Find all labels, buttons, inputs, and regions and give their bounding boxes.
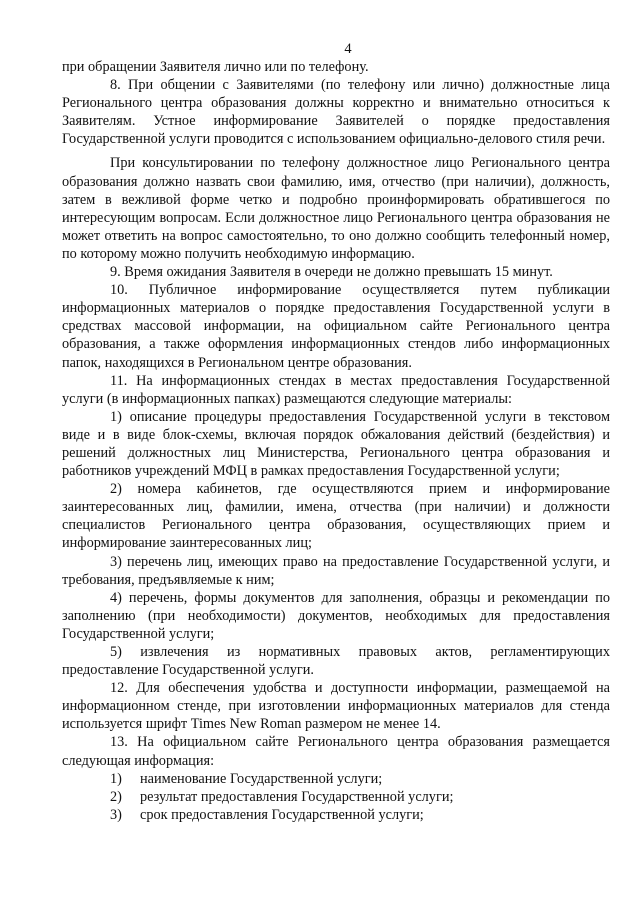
paragraph-10: 10. Публичное информирование осуществляется путем публикации информационных материалов о порядке предоставления Государственной услуги в средствах массовой информации, на официальном сайте Регионального центра образования, а также оформления информационных стендов либо информационных папок, находящихся в Региональном центре образования. [62, 282, 610, 371]
paragraph-11-item-5: 5) извлечения из нормативных правовых актов, регламентирующих предоставление Государственной услуги. [62, 644, 610, 679]
list-item-number: 1) [110, 770, 122, 787]
list-item-text: наименование Государственной услуги; [140, 770, 383, 787]
list-13 [62, 770, 610, 824]
paragraph-11-item-3: 3) перечень лиц, имеющих право на предоставление Государственной услуги, и требования, предъявляемые к ним; [62, 553, 610, 588]
paragraph-13: 13. На официальном сайте Регионального центра образования размещается следующая информация: [62, 734, 610, 769]
list-item-number: 2) [110, 788, 122, 805]
paragraph-8: 8. При общении с Заявителями (по телефону или лично) должностные лица Регионального центра образования должны корректно и внимательно относиться к Заявителям. Устное информирование Заявителей о порядке предоставления Государственной услуги проводится с использованием официально-делового стиля речи. [62, 77, 610, 148]
paragraph-11-item-2: 2) номера кабинетов, где осуществляются прием и информирование заинтересованных лиц, фамилии, имена, отчества (при наличии) и должности специалистов Регионального центра образования, осуществляющих прием и информирование заинтересованных лиц; [62, 481, 610, 552]
paragraph-8-phone: При консультировании по телефону должностное лицо Регионального центра образования должно назвать свои фамилию, имя, отчество (при наличии), должность, затем в вежливой форме четко и подробно проинформировать обратившегося по интересующим вопросам. Если должностное лицо Регионального центра образования не может ответить на вопрос самостоятельно, то оно должно сообщить телефонный номер, по которому можно получить необходимую информацию. [62, 155, 610, 262]
paragraph-11: 11. На информационных стендах в местах предоставления Государственной услуги (в информационных папках) размещаются следующие материалы: [62, 372, 610, 407]
list-item-text: результат предоставления Государственной услуги; [140, 788, 454, 805]
paragraph-9: 9. Время ожидания Заявителя в очереди не должно превышать 15 минут. [110, 264, 553, 281]
paragraph-11-item-4: 4) перечень, формы документов для заполнения, образцы и рекомендации по заполнению (при необходимости) документов, необходимых для предоставления Государственной услуги; [62, 589, 610, 642]
document-page [62, 40, 610, 824]
list-item [62, 806, 610, 824]
list-item-number: 3) [110, 806, 122, 823]
paragraph-11-item-1: 1) описание процедуры предоставления Государственной услуги в текстовом виде и в виде блок-схемы, включая порядок обжалования действий (бездействия) и решений должностных лиц Министерства, Регионального центра образования и работников учреждений МФЦ в рамках предоставления Государственной услуги; [62, 408, 610, 480]
page-number: 4 [344, 41, 352, 57]
paragraph-12: 12. Для обеспечения удобства и доступности информации, размещаемой на информационном стенде, при изготовлении информационных материалов для стенда используется шрифт Times New Roman размером не менее 14. [62, 680, 610, 733]
list-item-text: срок предоставления Государственной услуги; [140, 806, 424, 823]
list-item [62, 788, 610, 806]
paragraph-continuation: при обращении Заявителя лично или по телефону. [62, 59, 369, 75]
list-item [62, 770, 610, 788]
